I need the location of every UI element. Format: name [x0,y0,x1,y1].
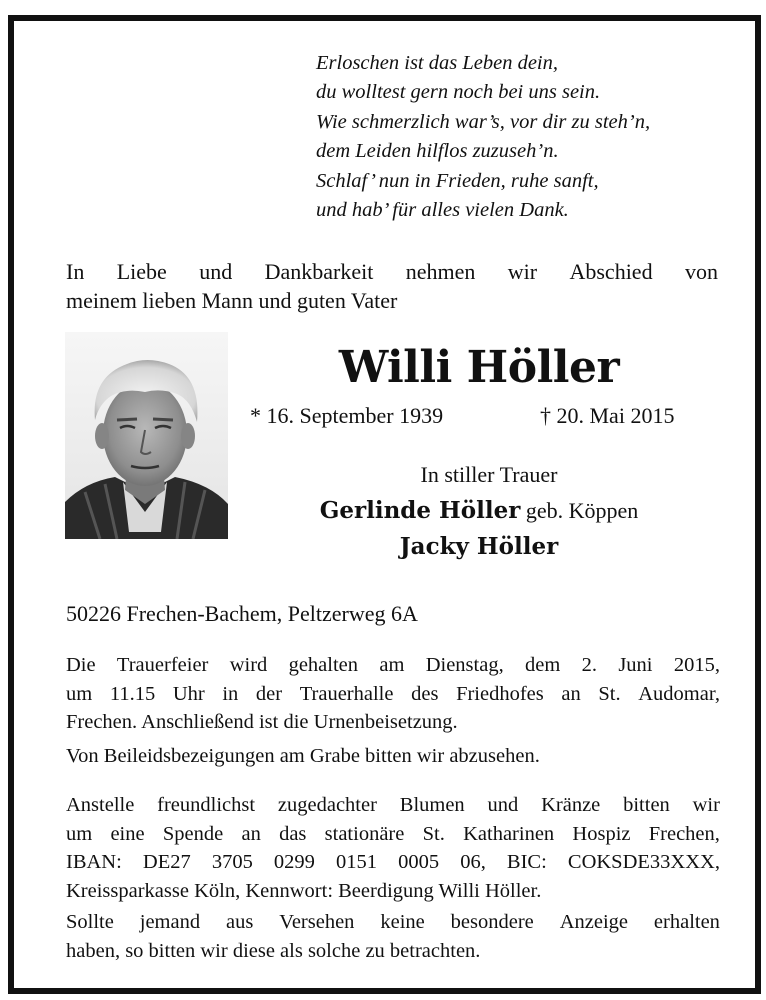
word: bitten [623,794,670,816]
condolence-paragraph [66,742,720,771]
word: 0151 [336,851,378,874]
word: Frechen, [648,822,720,845]
word: 3705 [211,851,253,874]
word: 0005 [398,851,440,874]
word: Anstelle [66,794,135,816]
word: keine [380,911,425,933]
word: In [66,259,85,284]
word: Versehen [279,911,355,933]
poem-line: du wolltest gern noch bei uns sein. [316,81,601,104]
word: Hospiz [572,822,631,845]
word: um [66,822,93,845]
word: nehmen [405,259,476,284]
word: 0299 [273,851,315,874]
word: um [66,682,93,705]
word: zugedachter [277,794,377,816]
paragraph-line [66,908,720,937]
mourner-row-2 [244,527,714,567]
word: Abschied [569,259,653,284]
portrait-photo [65,332,228,539]
deceased-name: Willi Höller [338,342,620,393]
word: Dankbarkeit [264,259,374,284]
word: aus [226,911,254,933]
word: dem [525,654,561,676]
ceremony-paragraph [66,651,720,737]
address: 50226 Frechen-Bachem, Peltzerweg 6A [66,601,418,626]
word: wir [692,794,720,816]
poem [316,49,716,225]
word: der [255,682,283,705]
word: gehalten [288,654,359,676]
word: St. [598,682,621,705]
intro-line-1 [66,257,718,286]
word: am [379,654,405,676]
mourner-name: Gerlinde Höller [319,497,521,524]
word: Uhr [172,682,205,705]
word: erhalten [653,911,720,933]
word: COKSDE33XXX, [567,851,720,874]
word: Sollte [66,911,114,933]
word: an [241,822,261,845]
word: das [279,822,307,845]
word: freundlichst [157,794,256,816]
paragraph-line [66,820,720,849]
word: und [199,259,233,284]
word: Trauerfeier [116,654,209,676]
line-text: Kreissparkasse Köln, Kennwort: Beerdigung Willi Höller. [66,879,542,902]
word: an [561,682,581,705]
line-text: Frechen. Anschließend ist die Urnenbeisetzung. [66,711,458,734]
birth-date: * 16. September 1939 [250,403,444,428]
word: 2. [581,654,597,676]
word: BIC: [506,851,547,874]
word: Juni [618,654,653,676]
donation-paragraph [66,791,720,905]
word: Spende [162,822,224,845]
word: 06, [460,851,486,874]
word: des [411,682,439,705]
mourner-name: Jacky Höller [399,533,559,560]
poem-line: Erloschen ist das Leben dein, [316,52,558,74]
poem-line: dem Leiden hilflos zuzuseh’n. [316,140,559,163]
word: jemand [139,911,201,933]
word: wird [229,654,268,676]
notice-paragraph [66,908,720,965]
mourner-maiden-name: geb. Köppen [525,498,639,523]
word: eine [110,822,145,845]
word: Audomar, [638,682,720,705]
word: Kränze [541,794,601,816]
word: Liebe [116,259,167,284]
word: Dienstag, [425,654,504,676]
paragraph-line [66,848,720,877]
paragraph-line [66,791,720,820]
paragraph-line [66,937,720,966]
obituary-frame [8,15,761,994]
mourning-heading: In stiller Trauer [420,462,558,487]
line-text: haben, so bitten wir diese als solche zu betrachten. [66,939,481,962]
word: und [487,794,519,816]
word: Trauerhalle [299,682,394,705]
word: 11.15 [109,682,156,705]
paragraph-line [66,877,720,906]
obituary-content [14,21,755,988]
poem-line: Wie schmerzlich war’s, vor dir zu steh’n, [316,110,651,133]
mourners-block [244,459,714,567]
poem-line: und hab’ für alles vielen Dank. [316,199,569,222]
word: St. [422,822,445,845]
paragraph-line [66,680,720,709]
word: DE27 [142,851,191,874]
death-date: † 20. Mai 2015 [540,403,675,428]
word: Blumen [399,794,465,816]
word: stationäre [324,822,405,845]
intro-line-2: meinem lieben Mann und guten Vater [66,288,398,313]
intro-text [66,257,718,315]
word: Friedhofes [456,682,544,705]
mourner-row-1 [244,491,714,531]
word: Die [66,654,96,676]
paragraph-line [66,708,720,737]
word: 2015, [673,654,720,676]
word: Katharinen [463,822,555,845]
portrait-image [65,332,228,539]
word: besondere [450,911,534,933]
paragraph-line: Von Beileidsbezeigungen am Grabe bitten wir abzusehen. [66,745,540,767]
word: Anzeige [559,911,628,933]
word: von [684,259,718,284]
paragraph-line [66,651,720,680]
word: IBAN: [66,851,122,874]
word: wir [507,259,538,284]
poem-line: Schlaf’ nun in Frieden, ruhe sanft, [316,169,599,192]
word: in [222,682,239,705]
